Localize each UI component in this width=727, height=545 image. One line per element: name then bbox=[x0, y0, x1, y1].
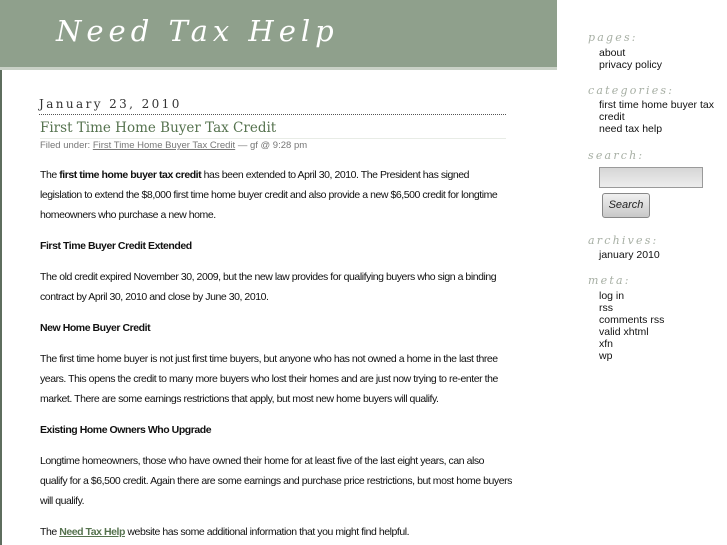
need-tax-help-link[interactable]: Need Tax Help bbox=[59, 526, 125, 538]
title-divider bbox=[40, 138, 506, 139]
post-body bbox=[40, 165, 512, 545]
paragraph bbox=[40, 522, 512, 542]
archive-link-january-2010[interactable]: january 2010 bbox=[599, 249, 660, 261]
page-link-privacy-policy[interactable]: privacy policy bbox=[599, 59, 663, 71]
paragraph: The first time home buyer is not just first time buyers, but anyone who has not owned a home in the last three years. This opens the credit to many more buyers who lost their homes and are just now trying to re-enter the market. There are some earnings restrictions that apply, but most new home buyers will qualify. bbox=[40, 353, 498, 405]
category-link-need-tax-help[interactable]: need tax help bbox=[599, 123, 663, 135]
meta-author-time: — gf @ 9:28 pm bbox=[235, 140, 308, 151]
meta-link-rss[interactable]: rss bbox=[599, 302, 613, 314]
meta-heading: meta: bbox=[588, 274, 631, 287]
paragraph: The old credit expired November 30, 2009, but the new law provides for qualifying buyers who sign a binding contract by April 30, 2010 and close by June 30, 2010. bbox=[40, 271, 497, 303]
date-divider bbox=[39, 114, 506, 115]
meta-filed-under: Filed under: bbox=[40, 140, 93, 151]
pages-heading: pages: bbox=[588, 31, 638, 44]
meta-link-valid-xhtml[interactable]: valid xhtml bbox=[599, 326, 649, 338]
text: The bbox=[40, 526, 60, 538]
main-content bbox=[0, 70, 557, 545]
post-title-link[interactable]: First Time Home Buyer Tax Credit bbox=[40, 120, 277, 136]
post-meta bbox=[40, 140, 307, 151]
section-heading: Existing Home Owners Who Upgrade bbox=[40, 424, 212, 436]
section-heading: First Time Buyer Credit Extended bbox=[40, 240, 192, 252]
category-label: credit bbox=[599, 111, 625, 123]
meta-category-link[interactable]: First Time Home Buyer Tax Credit bbox=[92, 140, 236, 151]
site-header bbox=[0, 0, 557, 70]
site-title-link[interactable]: Need Tax Help bbox=[56, 14, 339, 48]
bold-text: first time home buyer tax credit bbox=[59, 169, 202, 181]
meta-link-xfn[interactable]: xfn bbox=[599, 338, 614, 350]
page-link-about[interactable]: about bbox=[599, 47, 626, 59]
search-button[interactable]: Search bbox=[602, 193, 650, 218]
meta-link-wp[interactable]: wp bbox=[599, 350, 613, 362]
categories-heading: categories: bbox=[588, 84, 675, 97]
text: has been extended to April 30, 2010. The President has signed legislation to extend the $8,000 first time home buyer credit and also provide a new $6,500 credit for longtime homeowners who purchase a new home. bbox=[40, 169, 498, 221]
paragraph: Longtime homeowners, those who have owned their home for at least five of the last eight years, can also qualify for a $6,500 credit. Again there are some earnings and purchase price restrictions, but most home buyers will qualify. bbox=[40, 455, 512, 507]
search-heading: search: bbox=[588, 149, 645, 162]
post-date: January 23, 2010 bbox=[39, 97, 182, 111]
text: website has some additional information that you might find helpful. bbox=[124, 526, 410, 538]
archives-heading: archives: bbox=[588, 234, 659, 247]
section-heading: New Home Buyer Credit bbox=[40, 322, 151, 334]
meta-link-comments-rss[interactable]: comments rss bbox=[599, 314, 665, 326]
text: The bbox=[40, 169, 60, 181]
meta-link-log-in[interactable]: log in bbox=[599, 290, 625, 302]
sidebar bbox=[557, 0, 727, 545]
category-link-first-time-home-buyer[interactable] bbox=[599, 99, 714, 123]
paragraph bbox=[40, 165, 512, 225]
search-input[interactable] bbox=[599, 167, 703, 188]
category-label: first time home buyer tax bbox=[599, 99, 714, 111]
